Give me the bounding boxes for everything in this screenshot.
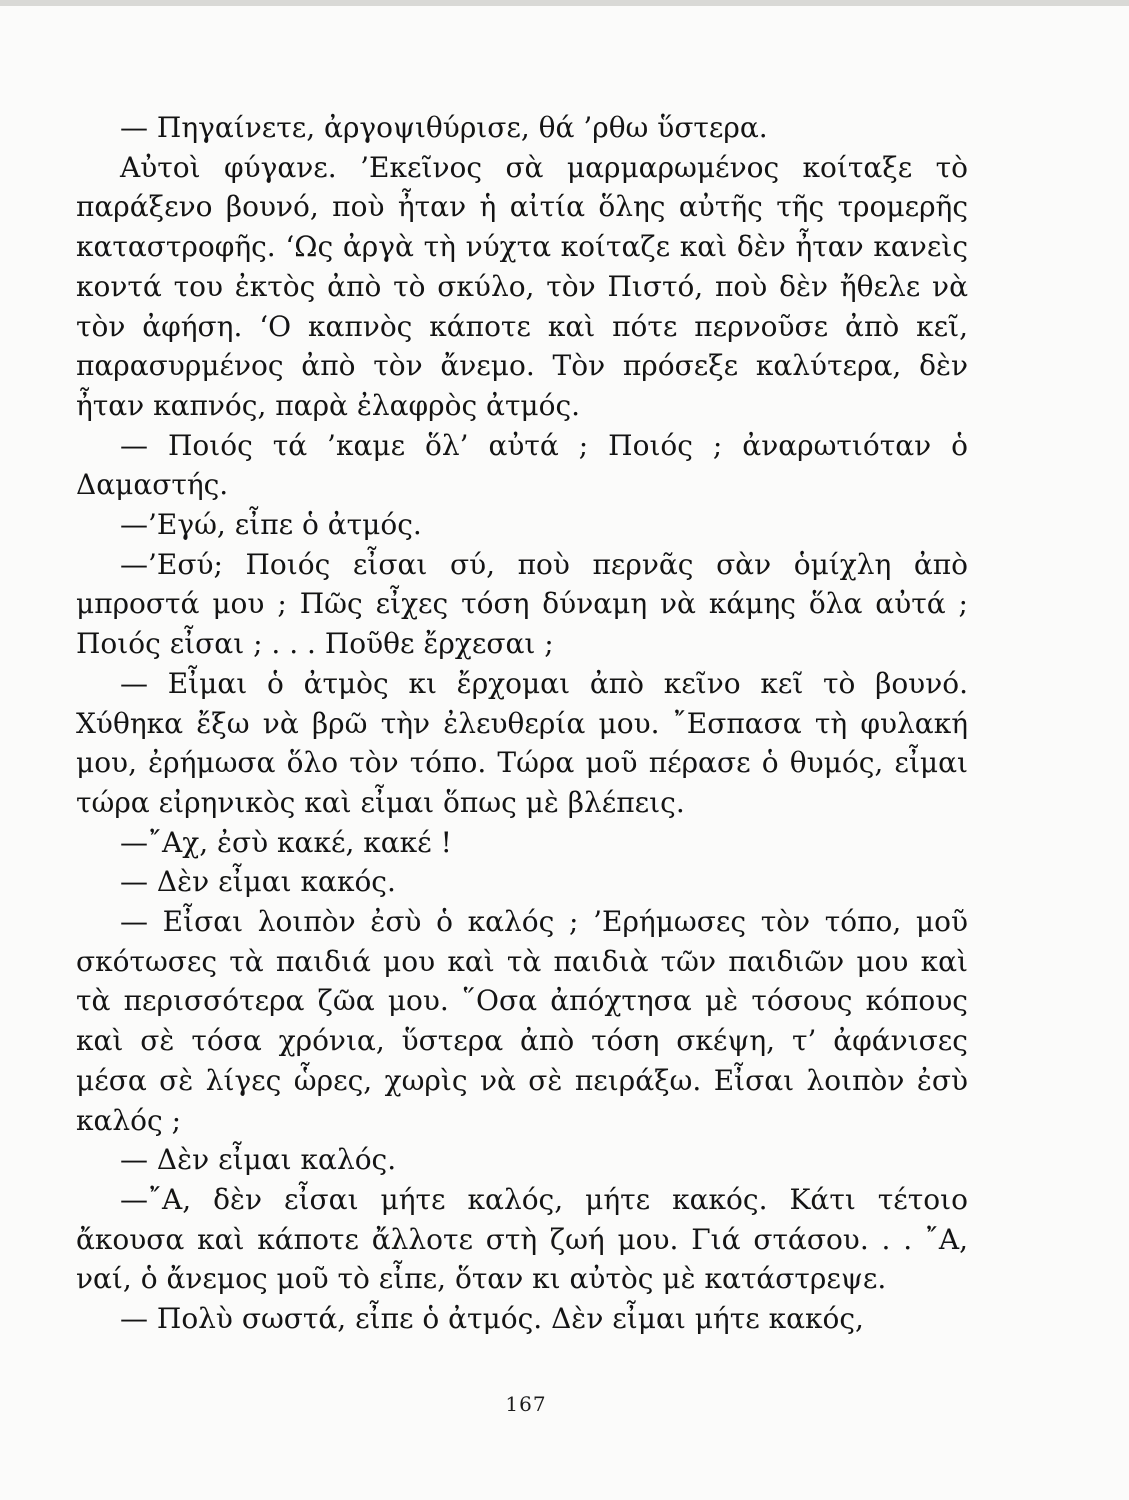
body-text — [76, 108, 968, 1339]
paragraph-12: — Πολὺ σωστά, εἶπε ὁ ἀτμός. Δὲν εἶμαι μήτε κακός, — [120, 1302, 864, 1336]
paragraph-11: —῎Α, δὲν εἶσαι μήτε καλός, μήτε κακός. Κάτι τέτοιο ἄκουσα καὶ κάποτε ἄλλοτε στὴ ζωή μου. Γιά στάσου. . . ῎Α, ναί, ὁ ἄνεμος μοῦ τὸ εἶπε, ὅταν κι αὐτὸς μὲ κατάστρεψε. — [76, 1182, 968, 1296]
paragraph-1: — Πηγαίνετε, ἀργοψιθύρισε, θά ’ρθω ὕστερα. — [120, 111, 768, 144]
paragraph-9: — Εἶσαι λοιπὸν ἐσὺ ὁ καλός ; ’Ερήμωσες τὸν τόπο, μοῦ σκότωσες τὰ παιδιά μου καὶ τὰ παιδιὰ τῶν παιδιῶν μου καὶ τὰ περισσότερα ζῶα μου. ῞Οσα ἀπόχτησα μὲ τόσους κόπους καὶ σὲ τόσα χρόνια, ὕστερα ἀπὸ τόση σκέψη, τ’ ἀφάνισες μέσα σὲ λίγες ὧρες, χωρὶς νὰ σὲ πειράξω. Εἶσαι λοιπὸν ἐσὺ καλός ; — [76, 905, 968, 1137]
paragraph-8: — Δὲν εἶμαι κακός. — [120, 865, 396, 899]
paragraph-6: — Εἶμαι ὁ ἀτμὸς κι ἔρχομαι ἀπὸ κεῖνο κεῖ τὸ βουνό. Χύθηκα ἔξω νὰ βρῶ τὴν ἐλευθερία μου. ῎Εσπασα τὴ φυλακή μου, ἐρήμωσα ὅλο τὸν τόπο. Τώρα μοῦ πέρασε ὁ θυμός, εἶμαι τώρα εἰρηνικὸς καὶ εἶμαι ὅπως μὲ βλέπεις. — [76, 666, 968, 819]
page-top-edge — [0, 0, 1129, 6]
paragraph-2: Αὐτοὶ φύγανε. ’Εκεῖνος σὰ μαρμαρωμένος κοίταξε τὸ παράξενο βουνό, ποὺ ἦταν ἡ αἰτία ὅλης αὐτῆς τῆς τρομερῆς καταστροφῆς. ‘Ως ἀργὰ τὴ νύχτα κοίταζε καὶ δὲν ἦταν κανεὶς κοντά του ἐκτὸς ἀπὸ τὸ σκύλο, τὸν Πιστό, ποὺ δὲν ἤθελε νὰ τὸν ἀφήση. ‘Ο καπνὸς κάποτε καὶ πότε περνοῦσε ἀπὸ κεῖ, παρασυρμένος ἀπὸ τὸν ἄνεμο. Τὸν πρόσεξε καλύτερα, δὲν ἦταν καπνός, παρὰ ἐλαφρὸς ἀτμός. — [76, 150, 968, 422]
paragraph-10: — Δὲν εἶμαι καλός. — [120, 1143, 397, 1177]
paragraph-3: — Ποιός τά ’καμε ὅλ’ αὐτά ; Ποιός ; ἀναρωτιόταν ὁ Δαμαστής. — [76, 428, 968, 502]
paragraph-5: —’Εσύ; Ποιός εἶσαι σύ, ποὺ περνᾶς σὰν ὁμίχλη ἀπὸ μπροστά μου ; Πῶς εἶχες τόση δύναμη νὰ κάμης ὅλα αὐτά ; Ποιός εἶσαι ; . . . Ποῦθε ἔρχεσαι ; — [76, 547, 968, 661]
paragraph-4: —’Εγώ, εἶπε ὁ ἀτμός. — [120, 508, 422, 542]
paragraph-7: —῎Αχ, ἐσὺ κακέ, κακέ ! — [120, 825, 452, 859]
page-number: 167 — [505, 1392, 547, 1416]
